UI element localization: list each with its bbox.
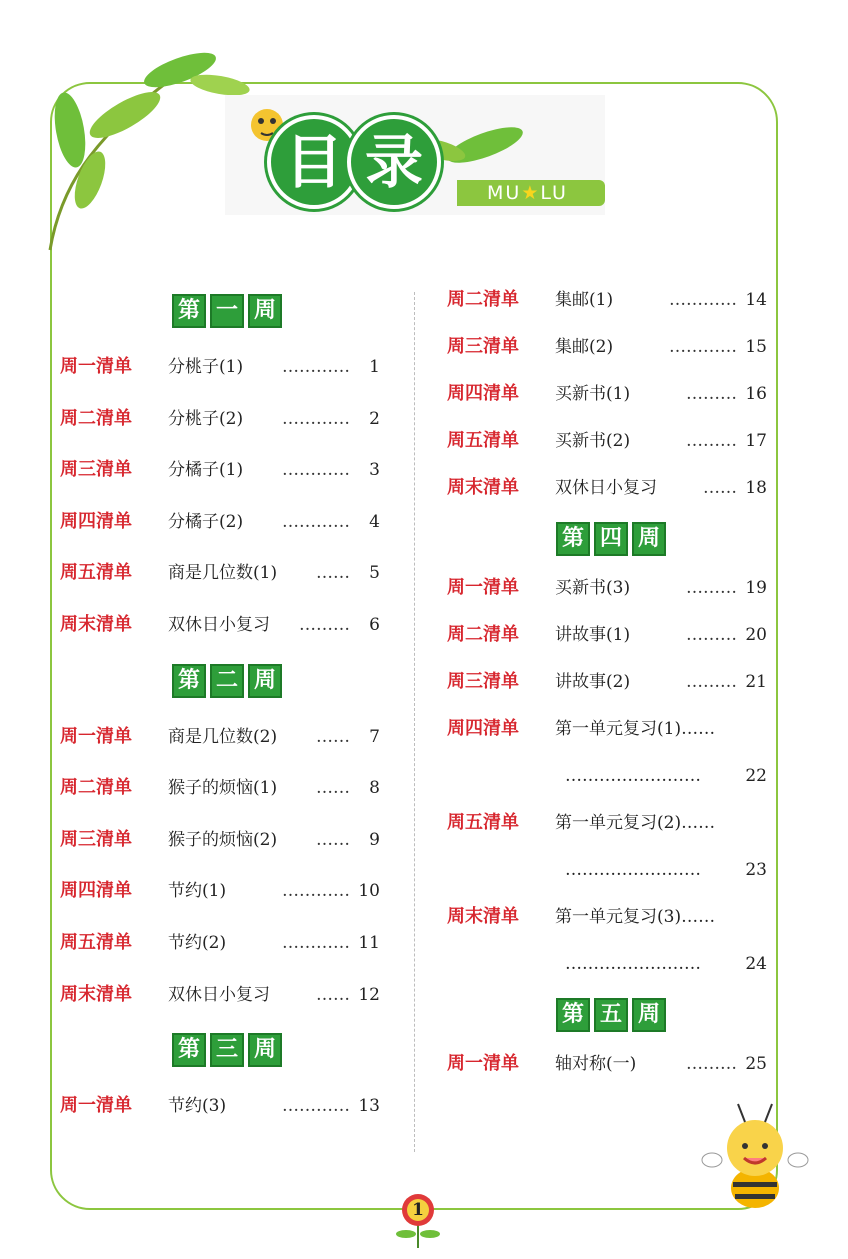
toc-entry-page: 6: [369, 615, 380, 635]
toc-entry-page: 17: [745, 431, 767, 451]
toc-entry-page: 25: [745, 1054, 767, 1074]
week-heading-char: 周: [632, 522, 666, 556]
page-number-flower: [390, 1190, 446, 1250]
toc-entry[interactable]: [60, 352, 380, 382]
week-heading: [172, 664, 282, 698]
toc-entry-leader-dots: ………: [686, 578, 737, 598]
toc-entry-page: 1: [369, 357, 380, 377]
toc-entry-leader-dots: ……………………: [565, 766, 701, 786]
toc-entry-topic: 商是几位数(2): [168, 726, 278, 747]
column-divider: [414, 292, 415, 1152]
toc-entry-leader-dots: ……: [316, 726, 350, 747]
toc-entry[interactable]: [60, 876, 380, 906]
toc-entry-leader-dots: ……………………: [565, 954, 701, 974]
toc-entry-page: 19: [745, 578, 767, 598]
toc-entry-page: 2: [369, 408, 380, 429]
toc-entry-topic: 第一单元复习(3)……: [555, 907, 716, 927]
toc-entry-topic: 节约(2): [168, 933, 227, 953]
subtitle-right: LU: [540, 182, 568, 204]
title-char-2: 录: [347, 115, 441, 209]
toc-entry-day: 周一清单: [60, 1095, 132, 1117]
toc-entry-leader-dots: ………: [686, 384, 737, 404]
toc-entry-topic: 第一单元复习(2)……: [555, 813, 716, 833]
week-heading-char: 第: [556, 522, 590, 556]
toc-entry[interactable]: [60, 773, 380, 803]
toc-entry[interactable]: [447, 573, 767, 603]
week-heading-char: 第: [172, 664, 206, 698]
bee-mascot-illustration: [700, 1098, 810, 1218]
toc-entry-page: 11: [358, 933, 380, 953]
toc-entry-day: 周五清单: [447, 812, 519, 833]
toc-entry-page: 10: [358, 881, 380, 902]
toc-entry-leader-dots: ……………………: [565, 860, 701, 880]
toc-entry-topic: 买新书(3): [555, 578, 631, 598]
toc-entry-day: 周四清单: [60, 880, 132, 902]
toc-entry-page: 8: [369, 778, 380, 799]
toc-entry[interactable]: [60, 825, 380, 855]
toc-entry-day: 周末清单: [60, 614, 132, 635]
toc-entry[interactable]: [447, 1049, 767, 1079]
week-heading-char: 四: [594, 522, 628, 556]
toc-entry-leader-dots: ………: [686, 672, 737, 692]
toc-entry-page: 20: [745, 625, 767, 645]
toc-entry-day: 周三清单: [447, 336, 519, 357]
toc-entry[interactable]: [60, 455, 380, 485]
toc-entry[interactable]: [447, 285, 767, 315]
week-heading-char: 一: [210, 294, 244, 328]
toc-entry-day: 周末清单: [447, 477, 519, 498]
toc-entry-page: 9: [369, 829, 380, 850]
toc-entry-topic: 分桃子(2): [168, 408, 244, 429]
star-icon: ★: [521, 182, 541, 204]
toc-entry-leader-dots: ………: [686, 1054, 737, 1074]
toc-entry-page: 24: [745, 954, 767, 974]
toc-entry-topic: 节约(3): [168, 1096, 227, 1117]
week-heading-char: 五: [594, 998, 628, 1032]
toc-entry[interactable]: [60, 1091, 380, 1121]
toc-entry-topic: 节约(1): [168, 881, 227, 902]
toc-entry-page: 22: [745, 766, 767, 786]
toc-entry-continuation: [565, 855, 767, 885]
title-banner: [225, 95, 605, 215]
toc-entry-day: 周一清单: [60, 725, 132, 747]
toc-entry-leader-dots: ……: [316, 778, 350, 799]
toc-entry-day: 周四清单: [447, 383, 519, 404]
page-number: 1: [412, 1200, 424, 1220]
toc-entry-page: 23: [745, 860, 767, 880]
toc-entry[interactable]: [447, 620, 767, 650]
toc-entry-page: 18: [745, 478, 767, 498]
toc-entry-day: 周三清单: [60, 459, 132, 481]
toc-entry[interactable]: [60, 610, 380, 640]
toc-entry-day: 周三清单: [447, 671, 519, 692]
toc-entry-day: 周四清单: [447, 718, 519, 739]
toc-entry-leader-dots: …………: [282, 933, 350, 953]
toc-entry-topic: 讲故事(1): [555, 625, 631, 645]
week-heading-char: 周: [248, 294, 282, 328]
toc-entry-day: 周末清单: [60, 983, 132, 1005]
toc-entry-topic: 猴子的烦恼(2): [168, 829, 278, 850]
toc-entry-topic: 分橘子(1): [168, 460, 244, 481]
toc-entry-leader-dots: ………: [686, 625, 737, 645]
toc-entry-page: 12: [358, 984, 380, 1005]
toc-entry-topic: 猴子的烦恼(1): [168, 778, 278, 799]
toc-entry-topic: 讲故事(2): [555, 672, 631, 692]
toc-entry-continuation: [565, 949, 767, 979]
toc-entry-day: 周四清单: [60, 510, 132, 532]
toc-entry-day: 周五清单: [60, 932, 132, 953]
toc-entry-leader-dots: ……: [703, 478, 737, 498]
toc-entry-leader-dots: …………: [282, 511, 350, 532]
toc-entry-page: 5: [369, 563, 380, 584]
week-heading-char: 第: [172, 1033, 206, 1067]
toc-entry-topic: 分桃子(1): [168, 357, 244, 377]
toc-entry-day: 周二清单: [60, 777, 132, 799]
toc-entry-day: 周五清单: [447, 430, 519, 451]
week-heading-char: 二: [210, 664, 244, 698]
title-subtitle: [457, 180, 605, 206]
toc-entry-day: 周末清单: [447, 906, 519, 927]
toc-entry-page: 7: [369, 726, 380, 747]
toc-entry-page: 14: [745, 290, 767, 310]
toc-entry-page: 21: [745, 672, 767, 692]
toc-entry-day: 周二清单: [447, 289, 519, 310]
toc-entry-leader-dots: …………: [669, 337, 737, 357]
week-heading: [556, 998, 666, 1032]
toc-entry-leader-dots: …………: [282, 357, 350, 377]
toc-entry[interactable]: [447, 714, 767, 744]
toc-entry[interactable]: [447, 379, 767, 409]
toc-entry-leader-dots: ………: [299, 615, 350, 635]
toc-entry-topic: 商是几位数(1): [168, 563, 278, 584]
toc-entry-topic: 双休日小复习: [168, 615, 270, 635]
toc-entry-day: 周三清单: [60, 828, 132, 850]
toc-entry-day: 周一清单: [447, 1053, 519, 1074]
toc-entry-day: 周二清单: [447, 624, 519, 645]
toc-entry-page: 13: [358, 1096, 380, 1117]
toc-entry-continuation: [565, 761, 767, 791]
toc-entry-leader-dots: …………: [282, 1096, 350, 1117]
toc-entry[interactable]: [447, 808, 767, 838]
toc-entry[interactable]: [447, 902, 767, 932]
toc-entry-leader-dots: ……: [316, 984, 350, 1005]
toc-entry-leader-dots: …………: [282, 881, 350, 902]
toc-entry-topic: 第一单元复习(1)……: [555, 719, 716, 739]
toc-entry-leader-dots: …………: [282, 408, 350, 429]
toc-entry-leader-dots: ……: [316, 563, 350, 584]
toc-entry-topic: 轴对称(一): [555, 1054, 637, 1074]
week-heading: [172, 294, 282, 328]
toc-entry-leader-dots: ……: [316, 829, 350, 850]
toc-entry[interactable]: [447, 667, 767, 697]
toc-entry-day: 周一清单: [60, 356, 132, 377]
week-heading: [556, 522, 666, 556]
subtitle-left: MU: [487, 182, 522, 204]
toc-entry-leader-dots: ………: [686, 431, 737, 451]
toc-entry-day: 周二清单: [60, 407, 132, 429]
toc-entry[interactable]: [60, 980, 380, 1010]
toc-entry-day: 周五清单: [60, 562, 132, 584]
toc-entry-topic: 双休日小复习: [555, 478, 657, 498]
toc-entry-page: 4: [369, 511, 380, 532]
week-heading-char: 周: [632, 998, 666, 1032]
toc-entry-topic: 买新书(1): [555, 384, 631, 404]
week-heading: [172, 1033, 282, 1067]
toc-entry[interactable]: [447, 332, 767, 362]
toc-entry[interactable]: [60, 928, 380, 958]
toc-entry[interactable]: [447, 426, 767, 456]
toc-entry[interactable]: [60, 722, 380, 752]
toc-entry-page: 15: [745, 337, 767, 357]
toc-entry-leader-dots: …………: [669, 290, 737, 310]
toc-entry-topic: 双休日小复习: [168, 984, 270, 1005]
week-heading-char: 第: [556, 998, 590, 1032]
toc-entry[interactable]: [60, 558, 380, 588]
week-heading-char: 周: [248, 1033, 282, 1067]
week-heading-char: 三: [210, 1033, 244, 1067]
toc-entry[interactable]: [60, 507, 380, 537]
toc-entry-topic: 集邮(2): [555, 337, 614, 357]
toc-entry-leader-dots: …………: [282, 460, 350, 481]
week-heading-char: 第: [172, 294, 206, 328]
toc-entry-topic: 买新书(2): [555, 431, 631, 451]
toc-entry-page: 3: [369, 460, 380, 481]
title-char-1: 目: [267, 115, 361, 209]
toc-entry[interactable]: [60, 404, 380, 434]
toc-entry-page: 16: [745, 384, 767, 404]
toc-entry[interactable]: [447, 473, 767, 503]
toc-entry-topic: 分橘子(2): [168, 511, 244, 532]
toc-entry-day: 周一清单: [447, 577, 519, 598]
toc-entry-topic: 集邮(1): [555, 290, 614, 310]
week-heading-char: 周: [248, 664, 282, 698]
